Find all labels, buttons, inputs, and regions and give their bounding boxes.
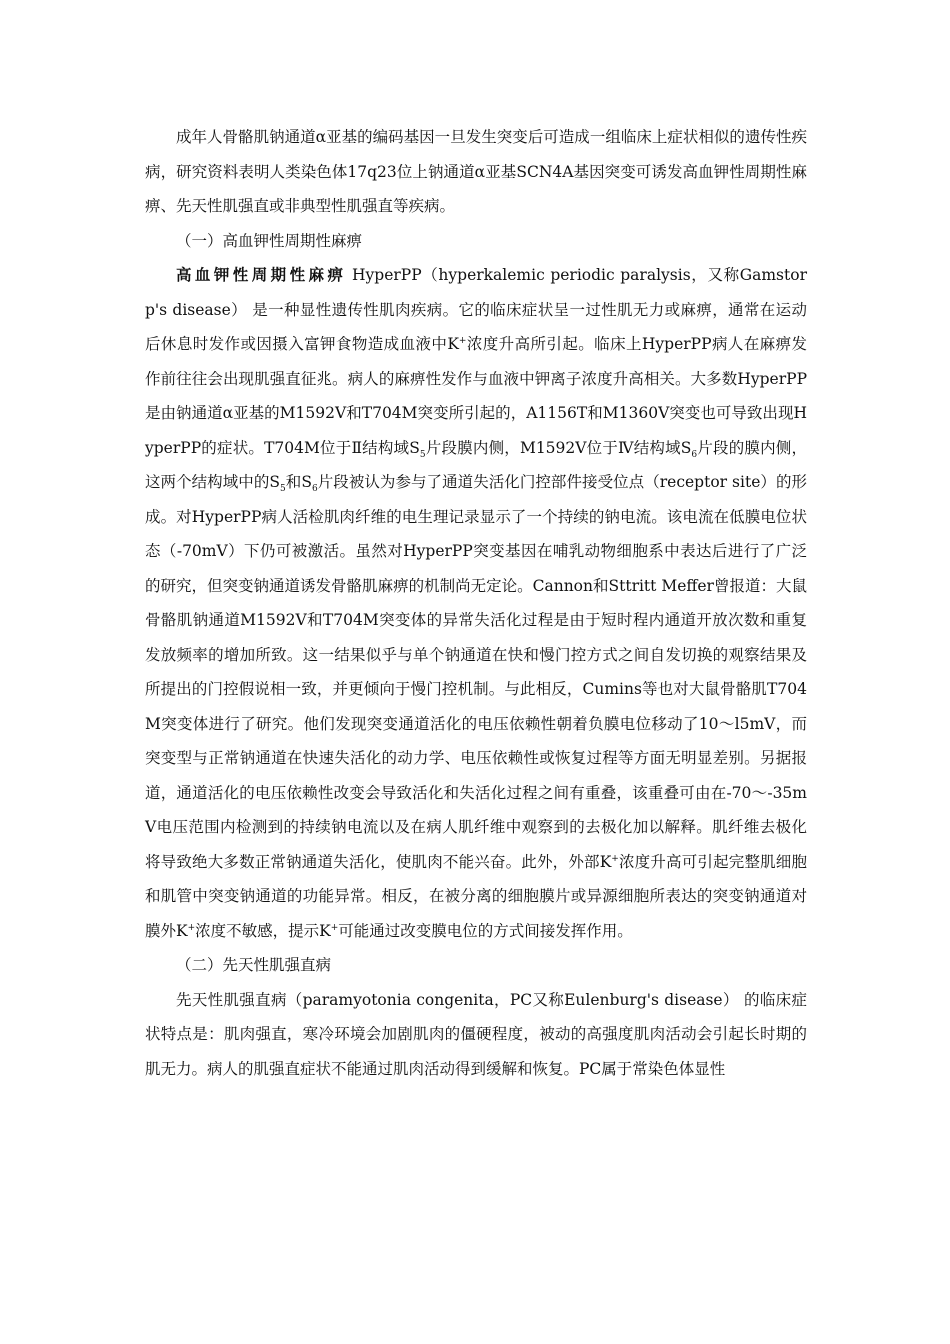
subscript-5: 5 <box>419 449 426 460</box>
superscript-plus: + <box>458 335 467 346</box>
document-page <box>145 120 807 1086</box>
section-1-paragraph: 高血钾性周期性麻痹 HyperPP（hyperkalemic periodic paralysis，又称Gamstorp's disease） 是一种显性遗传性肌肉疾病。它的临床症状呈一过性肌无力或麻痹，通常在运动后休息时发作或因摄入富钾食物造成血液中K+浓度升高所引起。临床上HyperPP病人在麻痹发作前往往会出现肌强直征兆。病人的麻痹性发作与血液中钾离子浓度升高相关。大多数HyperPP是由钠通道α亚基的M1592V和T704M突变所引起的，A1156T和M1360V突变也可导致出现HyperPP的症状。T704M位于Ⅱ结构域$S_5$片段膜内侧，M1592V位于Ⅳ结构域$S_6$片段的膜内侧，这两个结构域中的$S_5$和$S_6$片段被认为参与了通道失活化门控部件接受位点（receptor site）的形成。对HyperPP病人活检肌肉纤维的电生理记录显示了一个持续的钠电流。该电流在低膜电位状态（-70mV）下仍可被激活。虽然对HyperPP突变基因在哺乳动物细胞系中表达后进行了广泛的研究，但突变钠通道诱发骨骼肌麻痹的机制尚无定论。Cannon和Sttritt Meffer曾报道：大鼠骨骼肌钠通道M1592V和T704M突变体的异常失活化过程是由于短时程内通道开放次数和重复发放频率的增加所致。这一结果似乎与单个钠通道在快和慢门控方式之间自发切换的观察结果及所提出的门控假说相一致，并更倾向于慢门控机制。与此相反，Cumins等也对大鼠骨骼肌T704M突变体进行了研究。他们发现突变通道活化的电压依赖性朝着负膜电位移动了10～l5mV，而突变型与正常钠通道在快速失活化的动力学、电压依赖性或恢复过程等方面无明显差别。另据报道，通道活化的电压依赖性改变会导致活化和失活化过程之间有重叠，该重叠可由在-70～-35mV电压范围内检测到的持续钠电流以及在病人肌纤维中观察到的去极化加以解释。肌纤维去极化将导致绝大多数正常钠通道失活化，使肌肉不能兴奋。此外，外部K+浓度升高可引起完整肌细胞和肌管中突变钠通道的功能异常。相反，在被分离的细胞膜片或异源细胞所表达的突变钠通道对膜外K+浓度不敏感，提示K+可能通过改变膜电位的方式间接发挥作用。 <box>145 265 808 940</box>
section-2-paragraph: 先天性肌强直病（paramyotonia congenita，PC又称Eulenburg's disease） 的临床症状特点是：肌肉强直，寒冷环境会加剧肌肉的僵硬程度，被动的高强度肌肉活动会引起长时期的肌无力。病人的肌强直症状不能通过肌肉活动得到缓解和恢复。PC属于常染色体显性 <box>145 990 807 1078</box>
superscript-plus: + <box>187 922 196 933</box>
subscript-6: 6 <box>311 484 318 495</box>
superscript-plus: + <box>330 922 339 933</box>
intro-paragraph: 成年人骨骼肌钠通道α亚基的编码基因一旦发生突变后可造成一组临床上症状相似的遗传性疾病，研究资料表明人类染色体17q23位上钠通道α亚基SCN4A基因突变可诱发高血钾性周期性麻痹、先天性肌强直或非典型性肌强直等疾病。 <box>145 128 807 215</box>
subscript-5: 5 <box>280 484 286 495</box>
section-1-heading: （一）高血钾性周期性麻痹 <box>176 231 363 250</box>
section-1-term: 高血钾性周期性麻痹 <box>176 265 347 284</box>
section-2-heading: （二）先天性肌强直病 <box>176 956 332 974</box>
superscript-plus: + <box>611 853 619 864</box>
subscript-6: 6 <box>691 449 698 460</box>
